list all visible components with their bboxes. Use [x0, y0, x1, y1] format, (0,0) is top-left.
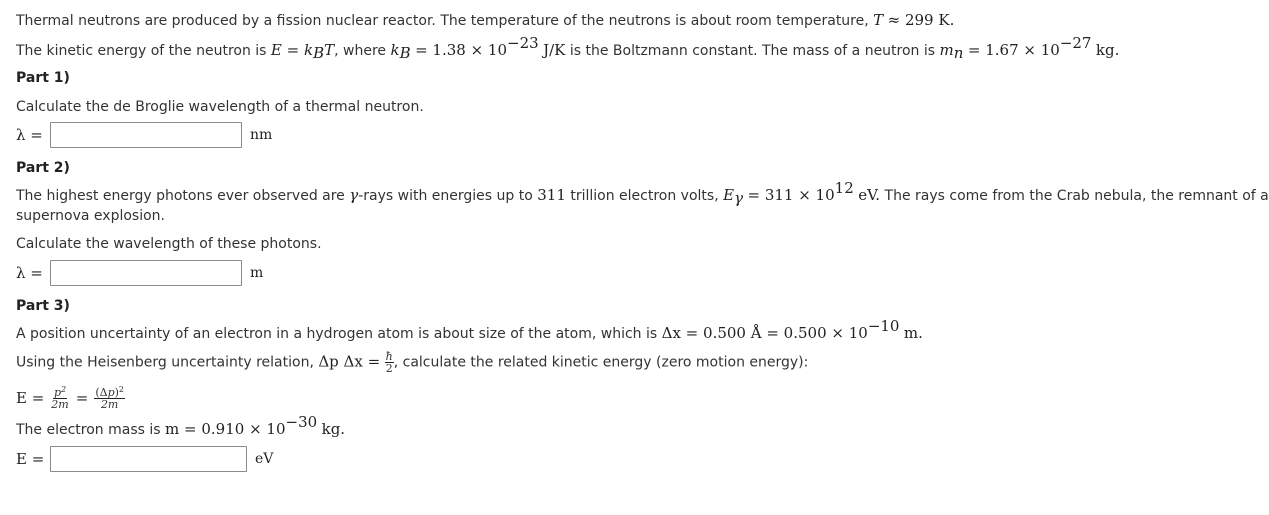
part1-wavelength-input[interactable]	[50, 122, 242, 148]
part1-heading: Part 1)	[16, 70, 70, 86]
electron-mass-text: The electron mass is	[16, 422, 161, 438]
lambda-label: λ =	[16, 126, 43, 144]
delta-p-squared-over-2m: $\frac{(\Delta p)^2}{2m}$	[95, 384, 124, 411]
calculate-text: , calculate the related kinetic energy (zero motion energy):	[393, 354, 809, 371]
intro-text: Thermal neutrons are produced by a fission nuclear reactor. The temperature of the neutrons is about room temperature,	[16, 13, 869, 29]
egamma-symbol: E	[723, 186, 735, 204]
part1-answer-row	[16, 121, 272, 149]
energy-label: E =	[16, 450, 45, 468]
photons-text: The highest energy photons ever observed are	[16, 188, 345, 204]
intro-line-1	[16, 10, 954, 31]
trillion-value: 311	[537, 186, 566, 204]
energy-formula	[16, 382, 125, 414]
part3-line-2	[16, 351, 808, 374]
heisenberg-text: Using the Heisenberg uncertainty relation,	[16, 354, 314, 371]
part1-question: Calculate the de Broglie wavelength of a thermal neutron.	[16, 99, 424, 115]
mn-exponent: −27	[1059, 34, 1092, 52]
boltzmann-text: is the Boltzmann constant. The mass of a neutron is	[569, 43, 936, 59]
p-squared-over-2m: $\frac{p^2}{2m}$	[51, 384, 69, 411]
egamma-value: = 311 × 10	[747, 186, 835, 204]
ev-unit: eV	[255, 451, 274, 467]
position-uncertainty-text: A position uncertainty of an electron in a hydrogen atom is about size of the atom, which is	[16, 326, 658, 342]
mn-symbol: m	[939, 41, 954, 59]
lambda-label: λ =	[16, 264, 43, 282]
gamma-symbol: γ	[349, 186, 359, 204]
part2-line-2: supernova explosion.	[16, 208, 165, 224]
trillion-text: trillion electron volts,	[570, 188, 719, 204]
mn-unit: kg.	[1095, 41, 1120, 59]
egamma-unit: eV.	[858, 186, 881, 204]
electron-mass-line	[16, 413, 346, 440]
energy-equation-t: T	[324, 41, 335, 59]
energy-equation: E = k	[270, 41, 314, 59]
electron-mass-exponent: −30	[285, 413, 318, 431]
hbar-over-2: $\frac{ħ}{2}$	[385, 350, 393, 375]
crab-text: The rays come from the Crab nebula, the remnant of a	[884, 188, 1269, 204]
part2-question: Calculate the wavelength of these photons.	[16, 236, 322, 252]
kinetic-energy-text: The kinetic energy of the neutron is	[16, 43, 267, 59]
egamma-exponent: 12	[834, 179, 854, 197]
electron-mass-unit: kg.	[321, 420, 346, 438]
part3-answer-row	[16, 445, 273, 473]
nm-unit: nm	[250, 127, 273, 143]
energy-formula-prefix: E =	[16, 389, 45, 407]
part2-wavelength-input[interactable]	[50, 260, 242, 286]
part2-answer-row	[16, 259, 263, 287]
temperature-value: ≈ 299 K.	[887, 11, 955, 29]
kb-value: = 1.38 × 10	[415, 41, 507, 59]
rays-text: -rays with energies up to	[358, 188, 533, 204]
part2-line-1: The highest energy photons ever observed are γ-rays with energies up to 311 trillion electron volts, $E_\gamma = 311 \times 10^{12}$ eV. The rays come from the Crab nebula, the remnant of a	[16, 179, 1269, 207]
m-unit: m	[250, 265, 264, 281]
part2-heading: Part 2)	[16, 160, 70, 176]
part3-heading: Part 3)	[16, 298, 70, 314]
delta-x-exponent: −10	[867, 317, 900, 335]
where-text: , where	[334, 43, 387, 59]
delta-x-unit: m.	[903, 324, 923, 342]
electron-mass-value: m = 0.910 × 10	[165, 420, 286, 438]
part3-line-1	[16, 317, 923, 344]
part3-energy-input[interactable]	[50, 446, 247, 472]
intro-line-2: The kinetic energy of the neutron is $E = k_BT$, where $k_B = 1.38 \times 10^{-23}$ J/K is the Boltzmann constant. The mass of a neutron is $m_n = 1.67 \times 10^{-27}$ kg.	[16, 34, 1120, 62]
temperature-symbol: T	[873, 11, 884, 29]
kb-unit: J/K	[543, 41, 566, 59]
energy-formula-equals: =	[75, 389, 89, 407]
kb-symbol: k	[390, 41, 400, 59]
delta-x-value: Δx = 0.500 Å = 0.500 × 10	[661, 324, 868, 342]
kb-exponent: −23	[507, 34, 539, 52]
heisenberg-equation: Δp Δx =	[318, 352, 381, 371]
mn-value: = 1.67 × 10	[967, 41, 1060, 59]
